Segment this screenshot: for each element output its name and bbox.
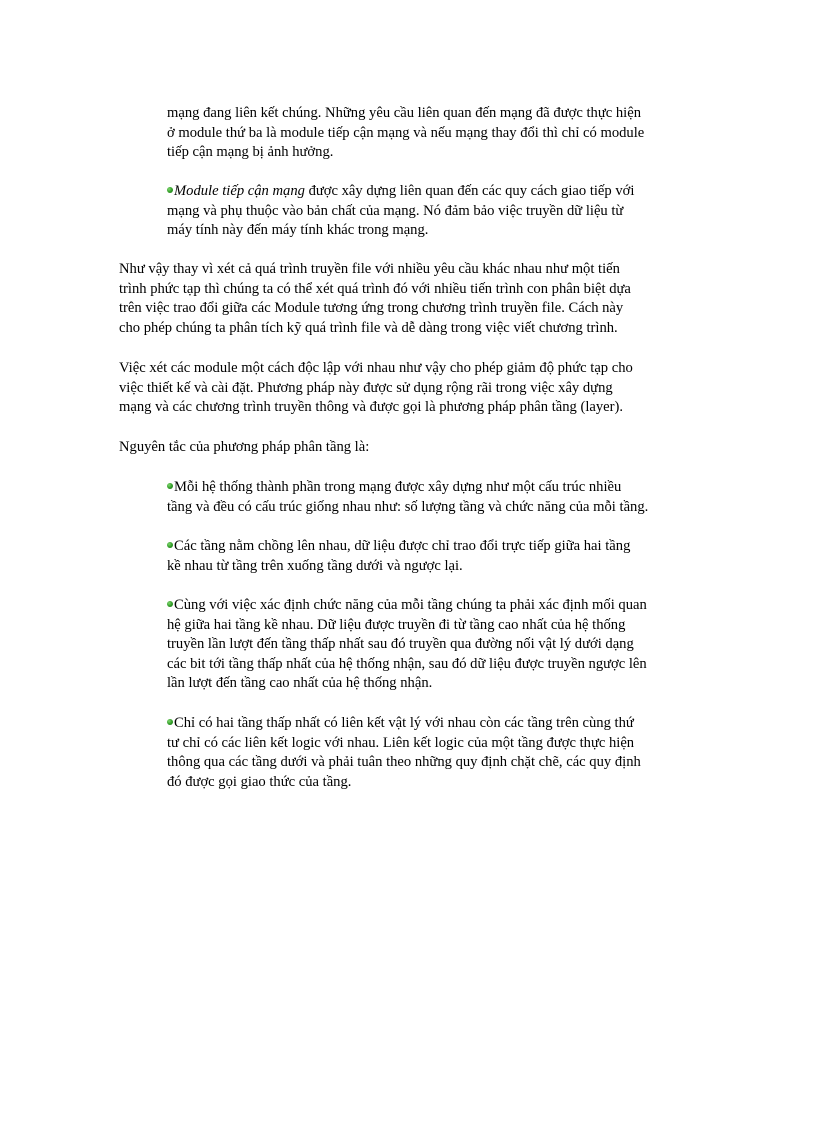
- text-line: cho phép chúng ta phân tích kỹ quá trình file và dễ dàng trong việc viết chương trình.: [119, 319, 618, 336]
- text-line: Mỗi hệ thống thành phần trong mạng được xây dựng như một cấu trúc nhiều: [174, 479, 622, 495]
- principle-item: [167, 714, 641, 792]
- text-line: kề nhau từ tầng trên xuống tầng dưới và ngược lại.: [167, 557, 463, 574]
- text-line: việc thiết kế và cài đặt. Phương pháp này được sử dụng rộng rãi trong việc xây dựng: [119, 379, 613, 396]
- principle-heading: Nguyên tắc của phương pháp phân tầng là:: [119, 439, 370, 455]
- text-line: Như vậy thay vì xét cả quá trình truyền file với nhiều yêu cầu khác nhau như một tiến: [119, 261, 620, 277]
- text-line: đó được gọi giao thức của tầng.: [167, 773, 352, 790]
- paragraph-process: [119, 260, 631, 338]
- text-line: lần lượt đến tầng cao nhất của hệ thống nhận.: [167, 675, 433, 691]
- text-line: trình phức tạp thì chúng ta có thể xét quá trình đó với nhiều tiến trình con phân biệt dựa: [119, 280, 631, 297]
- text-line: hệ giữa hai tầng kề nhau. Dữ liệu được truyền đi từ tầng cao nhất của hệ thống: [167, 616, 626, 633]
- text-line: tư chỉ có các liên kết logic với nhau. Liên kết logic của một tầng được thực hiện: [167, 734, 635, 751]
- text-line: Cùng với việc xác định chức năng của mỗi tầng chúng ta phải xác định mối quan: [174, 597, 647, 613]
- text-line: Chỉ có hai tầng thấp nhất có liên kết vật lý với nhau còn các tầng trên cùng thứ: [174, 715, 634, 731]
- principle-item: [167, 478, 648, 517]
- bullet-icon: [167, 601, 173, 607]
- text-line: trên việc trao đổi giữa các Module tương ứng trong chương trình truyền file. Cách này: [119, 300, 624, 316]
- intro-paragraph: [167, 104, 644, 163]
- principle-item: [167, 537, 630, 576]
- text-line: truyền lần lượt đến tầng thấp nhất sau đó truyền qua đường nối vật lý dưới dạng: [167, 636, 634, 652]
- text-line: thông qua các tầng dưới và phải tuân theo những quy định chặt chẽ, các quy định: [167, 754, 641, 770]
- text-line: tầng và đều có cấu trúc giống nhau như: số lượng tầng và chức năng của mỗi tầng.: [167, 498, 649, 515]
- bullet-icon: [167, 719, 173, 725]
- text-line: được xây dựng liên quan đến các quy cách giao tiếp với: [304, 183, 635, 199]
- text-line: tiếp cận mạng bị ảnh hưởng.: [167, 144, 334, 160]
- text-line: máy tính này đến máy tính khác trong mạng.: [167, 222, 429, 238]
- text-line: các bit tới tầng thấp nhất của hệ thống nhận, sau đó dữ liệu được truyền ngược lên: [167, 655, 647, 672]
- text-line: Việc xét các module một cách độc lập với nhau như vậy cho phép giảm độ phức tạp cho: [119, 360, 633, 376]
- text-line: ở module thứ ba là module tiếp cận mạng và nếu mạng thay đổi thì chỉ có module: [167, 124, 645, 141]
- text-line: Các tầng nằm chồng lên nhau, dữ liệu được chỉ trao đổi trực tiếp giữa hai tầng: [174, 538, 631, 554]
- bullet-icon: [167, 542, 173, 548]
- text-line: mạng đang liên kết chúng. Những yêu cầu liên quan đến mạng đã được thực hiện: [167, 105, 641, 121]
- module-term: Module tiếp cận mạng: [174, 183, 305, 199]
- bullet-icon: [167, 187, 173, 193]
- network-module-bullet: [167, 182, 634, 241]
- paragraph-layering: [119, 359, 633, 418]
- bullet-icon: [167, 483, 173, 489]
- text-line: mạng và các chương trình truyền thông và được gọi là phương pháp phân tầng (layer).: [119, 399, 624, 415]
- principle-item: [167, 596, 647, 694]
- text-line: mạng và phụ thuộc vào bản chất của mạng. Nó đảm bảo việc truyền dữ liệu từ: [167, 202, 624, 219]
